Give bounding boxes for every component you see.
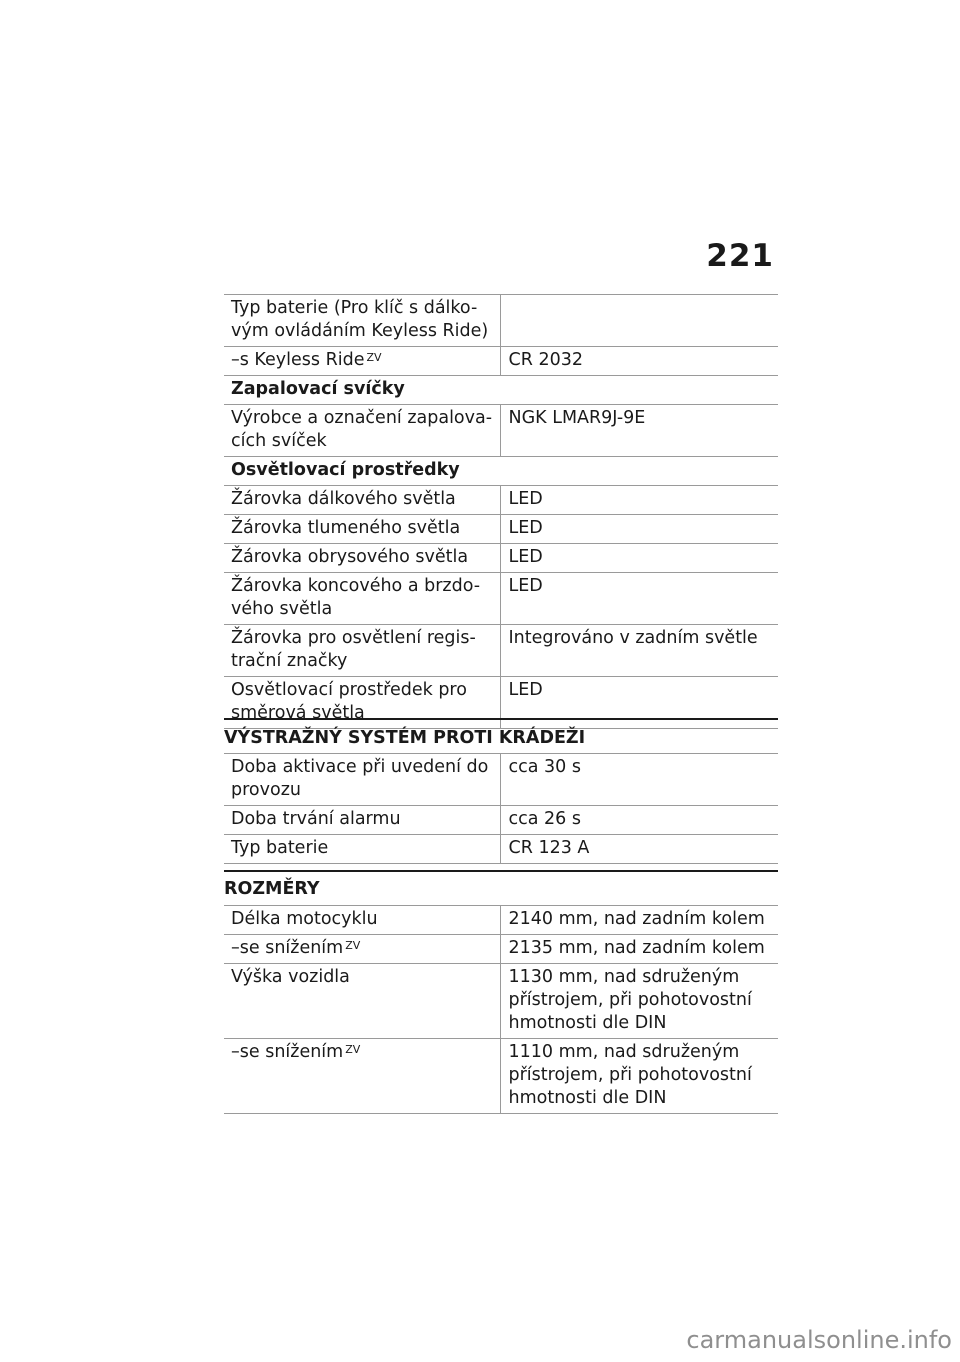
table-row: [224, 544, 778, 573]
table-row: [224, 295, 778, 347]
row-label: Doba trvání alarmu: [224, 806, 500, 835]
group-row: [224, 457, 778, 486]
table-row: [224, 486, 778, 515]
row-value: LED: [500, 544, 778, 573]
row-value: cca 30 s: [500, 754, 778, 806]
group-row: [224, 376, 778, 405]
group-heading: Osvětlovací prostředky: [224, 457, 778, 486]
row-label: –s Keyless Ride $^{ZV}$: [224, 347, 500, 376]
table-row: [224, 625, 778, 677]
table-row: [224, 964, 778, 1039]
row-label: –se snížením $^{ZV}$: [224, 1039, 500, 1114]
row-label: Typ baterie: [224, 835, 500, 864]
group-heading: Zapalovací svíčky: [224, 376, 778, 405]
option-superscript: ZV: [366, 351, 382, 364]
table-row: [224, 347, 778, 376]
row-value: 1110 mm, nad sdruženým přístrojem, při pohotovostní hmotnosti dle DIN: [500, 1039, 778, 1114]
option-superscript: ZV: [345, 939, 361, 952]
row-value: [500, 295, 778, 347]
table-row: [224, 906, 778, 935]
row-label: Typ baterie (Pro klíč s dálko-vým ovládáním Keyless Ride): [224, 295, 500, 347]
row-value: LED: [500, 486, 778, 515]
section-title: ROZMĚRY: [224, 870, 778, 906]
row-value: NGK LMAR9J-9E: [500, 405, 778, 457]
watermark: carmanualsonline.info: [686, 1326, 952, 1354]
row-value: 2140 mm, nad zadním kolem: [500, 906, 778, 935]
row-value: CR 123 A: [500, 835, 778, 864]
row-label: Žárovka pro osvětlení regis-trační značky: [224, 625, 500, 677]
table-row: [224, 835, 778, 864]
row-value: 2135 mm, nad zadním kolem: [500, 935, 778, 964]
row-label: Doba aktivace při uvedení do provozu: [224, 754, 500, 806]
section-alarm: [224, 718, 778, 864]
row-value: LED: [500, 515, 778, 544]
option-superscript: ZV: [345, 1043, 361, 1056]
row-value: LED: [500, 573, 778, 625]
section-dimensions: [224, 870, 778, 1114]
table-row: [224, 754, 778, 806]
row-label: Žárovka obrysového světla: [224, 544, 500, 573]
row-label: –se snížením $^{ZV}$: [224, 935, 500, 964]
row-value: cca 26 s: [500, 806, 778, 835]
table-row: [224, 515, 778, 544]
table-row: [224, 405, 778, 457]
row-value: LED: [500, 677, 778, 729]
row-label: Výrobce a označení zapalova-cích svíček: [224, 405, 500, 457]
row-label: Výška vozidla: [224, 964, 500, 1039]
page-number: 221: [706, 238, 774, 274]
row-value: 1130 mm, nad sdruženým přístrojem, při pohotovostní hmotnosti dle DIN: [500, 964, 778, 1039]
table-row: [224, 1039, 778, 1114]
row-label: Žárovka tlumeného světla: [224, 515, 500, 544]
section-title: VÝSTRAŽNÝ SYSTÉM PROTI KRÁDEŽI: [224, 718, 778, 754]
table-row: [224, 573, 778, 625]
table-row: [224, 806, 778, 835]
row-value: Integrováno v zadním světle: [500, 625, 778, 677]
table-row: [224, 935, 778, 964]
row-label: Žárovka koncového a brzdo-vého světla: [224, 573, 500, 625]
specs-table-battery-lighting: [224, 294, 778, 729]
row-value: CR 2032: [500, 347, 778, 376]
row-label: Žárovka dálkového světla: [224, 486, 500, 515]
row-label: Délka motocyklu: [224, 906, 500, 935]
row-label: Osvětlovací prostředek pro směrová světla: [224, 677, 500, 729]
